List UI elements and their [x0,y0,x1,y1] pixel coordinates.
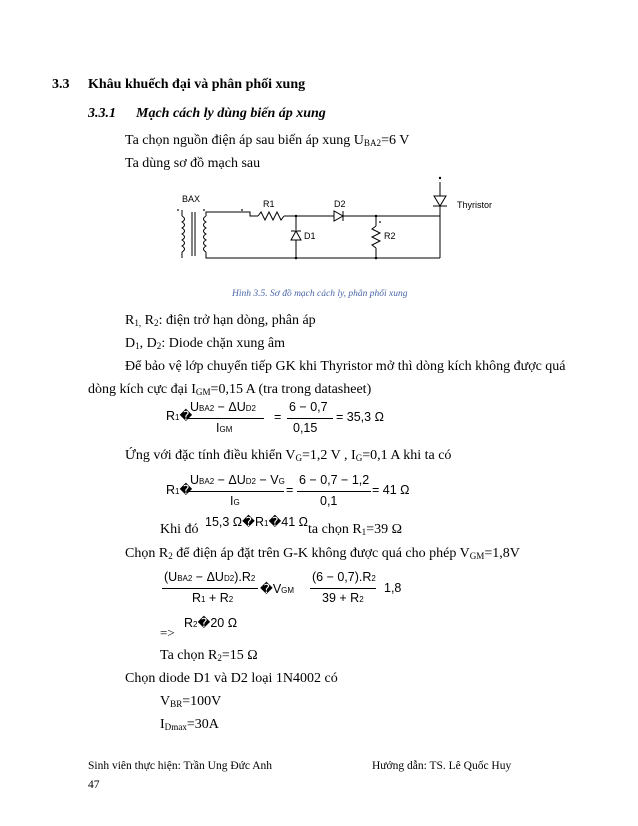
formula-r1-max-denominator: IGM [216,421,233,435]
transformer-secondary-coil [204,216,207,252]
implies-arrow: => [160,625,175,640]
label-d2: D2 [334,199,346,209]
label-d1: D1 [304,231,316,241]
formula-r1-min-eq: = [286,483,294,497]
formula-r1-max-den2: 0,15 [293,421,318,435]
isolation-circuit-diagram [170,172,510,277]
fraction-bar [188,418,264,419]
label-r1: R1 [263,199,275,209]
formula-r1-max-eq: = [274,410,282,424]
thyristor-symbol [434,196,446,206]
fraction-bar [297,491,371,492]
formula-r2-vgm: �VGM [260,582,295,596]
formula-r1-min-lhs: R1� [166,483,193,497]
para-control-characteristic: Ứng với đặc tính điều khiển $V_G=1,2$ V , $I_G=0,1$ A khi ta có [125,448,452,463]
fraction-bar [310,588,376,589]
subsection-number: 3.3.1 [88,106,116,121]
para-vbr: $V_{BR}=100V$ [160,694,222,709]
footer-student: Sinh viên thực hiện: Trần Ung Đức Anh [88,760,273,772]
resistor-r1 [258,212,284,220]
formula-r2-denominator: R1 + R2 [192,591,234,605]
formula-r1-max-result: = 35,3 Ω [336,410,384,424]
formula-r1-range: 15,3 Ω�R1�41 Ω [205,515,309,529]
footer-advisor: Hướng dẫn: TS. Lê Quốc Huy [372,760,512,772]
formula-r2-den2: 39 + R2 [322,591,364,605]
formula-r1-min-num2: 6 − 0,7 − 1,2 [299,473,370,487]
label-bax: BAX [182,194,201,204]
label-r2: R2 [384,231,396,241]
para-choose-diode: Chọn diode D1 và D2 loại 1N4002 có [125,671,338,686]
formula-r2-result: 1,8 [384,581,402,595]
formula-r2-bound: R2�20 Ω [184,616,238,630]
para-d-definition: $D_1$, $D_2$: Diode chặn xung âm [125,336,285,351]
para-choose-r2: Ta chọn $R_2=15$ Ω [160,648,258,663]
resistor-r2 [372,226,380,248]
fraction-bar [287,418,333,419]
para-choose-r1: ta chọn $R_1=39$ Ω [308,522,403,537]
para-source-voltage: Ta chọn nguồn điện áp sau biến áp xung $U_{BA2}=6$ V [125,133,410,148]
para-idmax: $I_{Dmax}=30A$ [160,717,219,732]
formula-r2-numerator: (UBA2 − ΔUD2).R2 [164,570,256,584]
para-choose-r2-condition: Chọn $R_2$ để điện áp đặt trên G-K không được quá cho phép $V_{GM}=1,8V$ [125,546,520,561]
fraction-bar [188,491,284,492]
page-number: 47 [88,779,100,791]
diode-d1 [291,231,301,240]
figure-caption: Hình 3.5. Sơ đồ mạch cách ly, phân phối xung [232,289,408,299]
label-thyristor: Thyristor [457,200,493,210]
section-title: Khâu khuếch đại và phân phối xung [88,77,306,92]
subsection-title: Mạch cách ly dùng biến áp xung [136,106,326,121]
diode-d2 [334,211,343,221]
para-max-current: dòng kích cực đại $I_{GM}=0,15$ A (tra trong datasheet) [88,382,372,397]
formula-r1-max-num2: 6 − 0,7 [289,400,328,414]
para-circuit-intro: Ta dùng sơ đồ mạch sau [125,156,261,171]
formula-r1-min-numerator: UBA2 − ΔUD2 − VG [190,473,285,487]
formula-r1-min-denominator: IG [230,494,240,508]
formula-r1-max-lhs: R1� [166,409,193,423]
formula-r1-min-den2: 0,1 [320,494,338,508]
para-protection: Để bảo vệ lớp chuyển tiếp GK khi Thyristor mở thì dòng kích không được quá [125,359,566,374]
formula-r2-num2: (6 − 0,7).R2 [312,570,376,584]
transformer-primary-coil [182,216,185,252]
formula-r1-max-numerator: UBA2 − ΔUD2 [190,400,257,414]
fraction-bar [162,588,258,589]
para-r-definition: $R_{1,}$ $R_2$: điện trở hạn dòng, phân áp [125,313,316,328]
section-number: 3.3 [52,77,70,92]
para-then-prefix: Khi đó [160,522,199,537]
formula-r1-min-result: = 41 Ω [372,483,410,497]
